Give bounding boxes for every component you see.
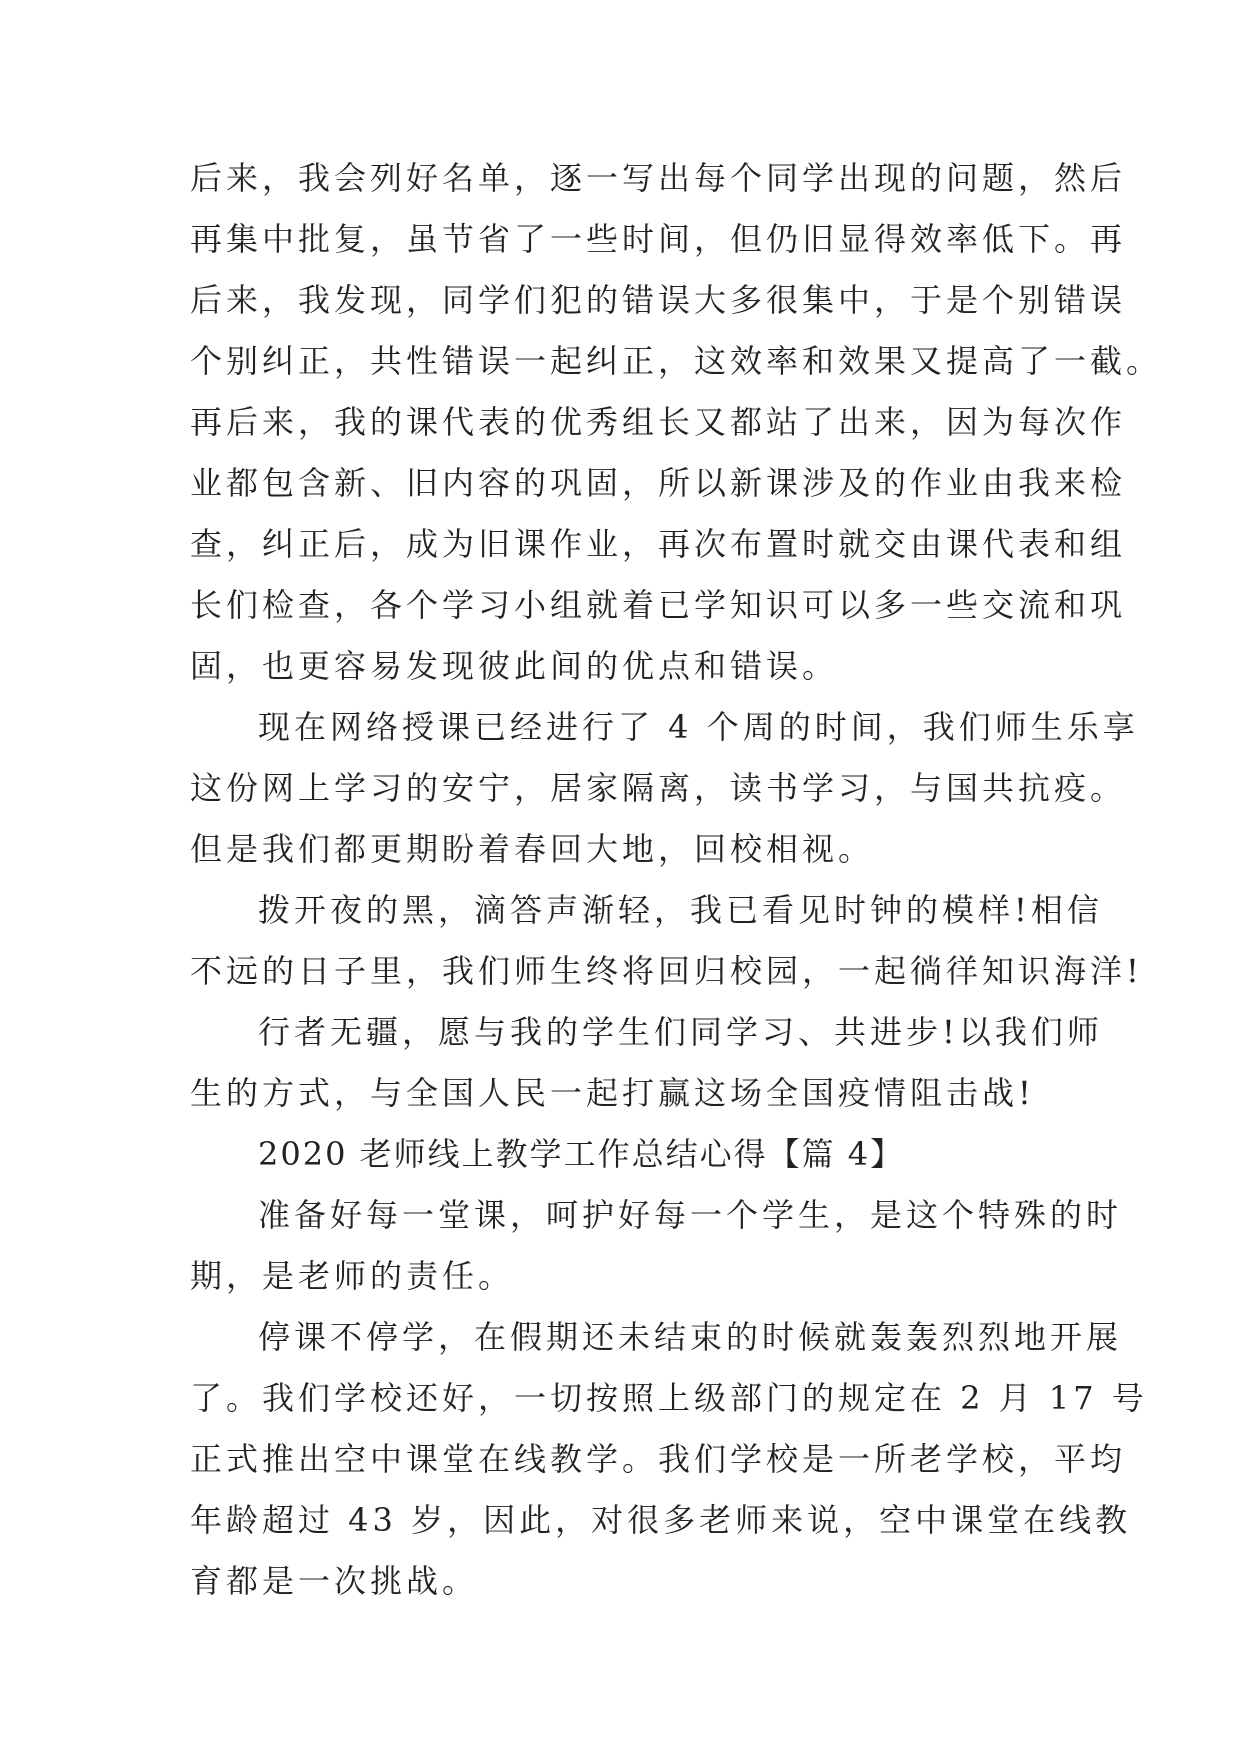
text-line: 育都是一次挑战。 xyxy=(190,1562,479,1600)
text-line: 期，是老师的责任。 xyxy=(190,1257,515,1295)
text-line: 行者无疆，愿与我的学生们同学习、共进步!以我们师 xyxy=(258,1013,1103,1051)
text-line: 查，纠正后，成为旧课作业，再次布置时就交由课代表和组 xyxy=(190,525,1127,563)
text-line: 生的方式，与全国人民一起打赢这场全国疫情阻击战! xyxy=(190,1074,1035,1112)
text-line: 现在网络授课已经进行了 4 个周的时间，我们师生乐享 xyxy=(258,708,1139,746)
text-line: 了。我们学校还好，一切按照上级部门的规定在 2 月 17 号 xyxy=(190,1379,1148,1417)
body-text xyxy=(190,148,1163,1612)
text-line: 但是我们都更期盼着春回大地，回校相视。 xyxy=(190,830,875,868)
text-line: 正式推出空中课堂在线教学。我们学校是一所老学校，平均 xyxy=(190,1440,1127,1478)
text-line: 后来，我发现，同学们犯的错误大多很集中，于是个别错误 xyxy=(190,281,1127,319)
text-line: 业都包含新、旧内容的巩固，所以新课涉及的作业由我来检 xyxy=(190,464,1127,502)
text-line: 拨开夜的黑，滴答声渐轻，我已看见时钟的模样!相信 xyxy=(258,891,1103,929)
text-line: 不远的日子里，我们师生终将回归校园，一起徜徉知识海洋! xyxy=(190,952,1143,990)
section-heading: 2020 老师线上教学工作总结心得【篇 4】 xyxy=(258,1135,905,1173)
text-line: 长们检查，各个学习小组就着已学知识可以多一些交流和巩 xyxy=(190,586,1127,624)
text-line: 这份网上学习的安宁，居家隔离，读书学习，与国共抗疫。 xyxy=(190,769,1127,807)
text-line: 停课不停学，在假期还未结束的时候就轰轰烈烈地开展 xyxy=(258,1318,1123,1356)
text-line: 固，也更容易发现彼此间的优点和错误。 xyxy=(190,647,839,685)
text-line: 准备好每一堂课，呵护好每一个学生，是这个特殊的时 xyxy=(258,1196,1123,1234)
text-line: 年龄超过 43 岁，因此，对很多老师来说，空中课堂在线教 xyxy=(190,1501,1132,1539)
text-line: 个别纠正，共性错误一起纠正，这效率和效果又提高了一截。 xyxy=(190,342,1163,380)
text-line: 后来，我会列好名单，逐一写出每个同学出现的问题，然后 xyxy=(190,159,1127,197)
text-line: 再后来，我的课代表的优秀组长又都站了出来，因为每次作 xyxy=(190,403,1127,441)
text-line: 再集中批复，虽节省了一些时间，但仍旧显得效率低下。再 xyxy=(190,220,1127,258)
